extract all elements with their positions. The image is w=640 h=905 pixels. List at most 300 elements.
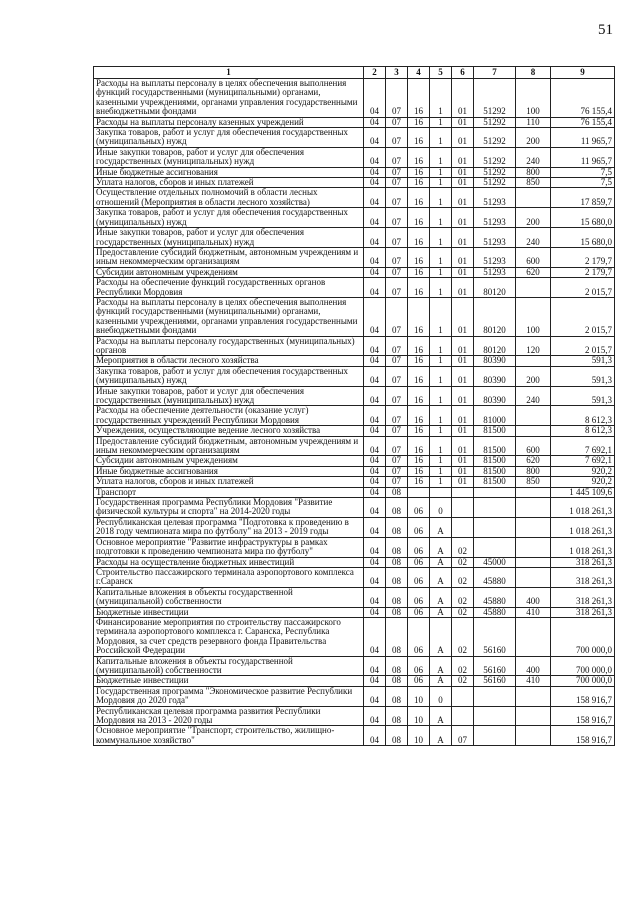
direction-code: 56160 <box>474 676 516 686</box>
subsection-code: 08 <box>386 587 408 607</box>
row-description: Основное мероприятие "Развитие инфраструктуры в рамках подготовки к проведению чемпионата мира по футболу" <box>94 537 364 557</box>
expense-type-code: 850 <box>516 477 551 487</box>
row-description: Иные закупки товаров, работ и услуг для обеспечения государственных (муниципальных) нужд <box>94 228 364 248</box>
subprogram-code: 1 <box>430 426 452 436</box>
amount: 8 612,3 <box>551 406 615 426</box>
section-code: 04 <box>364 297 386 336</box>
amount: 318 261,3 <box>551 567 615 587</box>
table-row <box>94 686 615 706</box>
expense-type-code: 200 <box>516 208 551 228</box>
event-code <box>452 686 474 706</box>
amount: 8 612,3 <box>551 426 615 436</box>
table-row <box>94 228 615 248</box>
amount: 7 692,1 <box>551 436 615 456</box>
event-code: 01 <box>452 147 474 167</box>
expense-type-code <box>516 537 551 557</box>
event-code: 01 <box>452 466 474 476</box>
subsection-code: 08 <box>386 487 408 497</box>
amount: 11 965,7 <box>551 147 615 167</box>
subprogram-code: 1 <box>430 167 452 177</box>
column-header: 2 <box>364 67 386 79</box>
program-code: 16 <box>408 386 430 406</box>
amount: 1 018 261,3 <box>551 498 615 518</box>
section-code: 04 <box>364 456 386 466</box>
event-code: 01 <box>452 477 474 487</box>
direction-code: 51293 <box>474 208 516 228</box>
subsection-code: 07 <box>386 167 408 177</box>
section-code: 04 <box>364 686 386 706</box>
direction-code: 80120 <box>474 336 516 356</box>
direction-code: 80390 <box>474 356 516 366</box>
direction-code: 51292 <box>474 147 516 167</box>
program-code: 16 <box>408 426 430 436</box>
event-code: 01 <box>452 366 474 386</box>
program-code: 16 <box>408 117 430 127</box>
table-row <box>94 208 615 228</box>
section-code: 04 <box>364 228 386 248</box>
expense-type-code <box>516 567 551 587</box>
subprogram-code: 1 <box>430 466 452 476</box>
event-code: 01 <box>452 167 474 177</box>
section-code: 04 <box>364 336 386 356</box>
subsection-code: 07 <box>386 406 408 426</box>
program-code: 16 <box>408 128 430 148</box>
amount: 920,2 <box>551 477 615 487</box>
event-code <box>452 517 474 537</box>
table-row <box>94 297 615 336</box>
row-description: Капитальные вложения в объекты государственной (муниципальной) собственности <box>94 656 364 676</box>
event-code <box>452 498 474 518</box>
subprogram-code: А <box>430 676 452 686</box>
program-code: 06 <box>408 498 430 518</box>
direction-code: 45880 <box>474 607 516 617</box>
subsection-code: 07 <box>386 297 408 336</box>
subsection-code: 08 <box>386 617 408 656</box>
direction-code <box>474 537 516 557</box>
section-code: 04 <box>364 726 386 746</box>
program-code: 16 <box>408 278 430 298</box>
direction-code: 80390 <box>474 366 516 386</box>
table-row <box>94 436 615 456</box>
expense-type-code: 600 <box>516 247 551 267</box>
expense-type-code <box>516 426 551 436</box>
table-row <box>94 587 615 607</box>
subprogram-code: 1 <box>430 208 452 228</box>
amount: 591,3 <box>551 366 615 386</box>
amount: 591,3 <box>551 356 615 366</box>
expense-type-code: 620 <box>516 456 551 466</box>
row-description: Мероприятия в области лесного хозяйства <box>94 356 364 366</box>
amount: 2 015,7 <box>551 297 615 336</box>
table-row <box>94 706 615 726</box>
direction-code: 81500 <box>474 477 516 487</box>
program-code: 06 <box>408 656 430 676</box>
program-code: 16 <box>408 366 430 386</box>
subsection-code: 07 <box>386 267 408 277</box>
amount: 15 680,0 <box>551 228 615 248</box>
section-code: 04 <box>364 278 386 298</box>
section-code: 04 <box>364 676 386 686</box>
section-code: 04 <box>364 208 386 228</box>
subprogram-code: 1 <box>430 117 452 127</box>
expense-type-code <box>516 188 551 208</box>
table-row <box>94 557 615 567</box>
amount: 7,5 <box>551 167 615 177</box>
subsection-code: 07 <box>386 436 408 456</box>
table-row <box>94 386 615 406</box>
row-description: Закупка товаров, работ и услуг для обеспечения государственных (муниципальных) нужд <box>94 366 364 386</box>
section-code: 04 <box>364 147 386 167</box>
table-row <box>94 456 615 466</box>
section-code: 04 <box>364 706 386 726</box>
subprogram-code: А <box>430 537 452 557</box>
table-row <box>94 366 615 386</box>
table-row <box>94 676 615 686</box>
amount: 15 680,0 <box>551 208 615 228</box>
table-row <box>94 607 615 617</box>
table-header-row <box>94 67 615 79</box>
subprogram-code <box>430 487 452 497</box>
section-code: 04 <box>364 656 386 676</box>
event-code: 02 <box>452 557 474 567</box>
table-row <box>94 617 615 656</box>
direction-code <box>474 517 516 537</box>
amount: 2 179,7 <box>551 247 615 267</box>
event-code <box>452 487 474 497</box>
expense-type-code <box>516 686 551 706</box>
table-row <box>94 267 615 277</box>
expense-type-code <box>516 356 551 366</box>
amount: 2 015,7 <box>551 336 615 356</box>
expense-type-code <box>516 517 551 537</box>
direction-code: 81000 <box>474 406 516 426</box>
subprogram-code: 1 <box>430 406 452 426</box>
subsection-code: 08 <box>386 706 408 726</box>
amount: 76 155,4 <box>551 79 615 118</box>
table-row <box>94 477 615 487</box>
amount: 700 000,0 <box>551 676 615 686</box>
table-row <box>94 79 615 118</box>
direction-code: 45000 <box>474 557 516 567</box>
table-row <box>94 517 615 537</box>
subsection-code: 07 <box>386 477 408 487</box>
row-description: Расходы на выплаты персоналу в целях обеспечения выполнения функций государственными (муниципальными) органами, казенными учреждениями, органами управления государственными внебюджетными фондами <box>94 79 364 118</box>
program-code: 06 <box>408 517 430 537</box>
amount: 17 859,7 <box>551 188 615 208</box>
event-code: 01 <box>452 297 474 336</box>
amount: 920,2 <box>551 466 615 476</box>
row-description: Субсидии автономным учреждениям <box>94 456 364 466</box>
subprogram-code: А <box>430 726 452 746</box>
expense-type-code <box>516 706 551 726</box>
expense-type-code: 850 <box>516 178 551 188</box>
program-code: 16 <box>408 147 430 167</box>
row-description: Иные бюджетные ассигнования <box>94 167 364 177</box>
table-row <box>94 567 615 587</box>
expense-type-code: 600 <box>516 436 551 456</box>
section-code: 04 <box>364 557 386 567</box>
program-code: 16 <box>408 167 430 177</box>
program-code: 06 <box>408 676 430 686</box>
program-code: 16 <box>408 188 430 208</box>
event-code: 02 <box>452 607 474 617</box>
subsection-code: 08 <box>386 676 408 686</box>
expense-type-code: 240 <box>516 147 551 167</box>
direction-code: 45880 <box>474 567 516 587</box>
row-description: Государственная программа "Экономическое развитие Республики Мордовия до 2020 года" <box>94 686 364 706</box>
program-code: 06 <box>408 617 430 656</box>
event-code: 01 <box>452 406 474 426</box>
direction-code <box>474 498 516 518</box>
section-code: 04 <box>364 587 386 607</box>
direction-code: 80390 <box>474 386 516 406</box>
program-code: 06 <box>408 607 430 617</box>
table-row <box>94 498 615 518</box>
row-description: Расходы на обеспечение деятельности (оказание услуг) государственных учреждений Республики Мордовия <box>94 406 364 426</box>
event-code: 01 <box>452 456 474 466</box>
expense-type-code: 200 <box>516 366 551 386</box>
event-code: 07 <box>452 726 474 746</box>
program-code: 16 <box>408 208 430 228</box>
table-row <box>94 356 615 366</box>
direction-code: 51292 <box>474 178 516 188</box>
program-code: 10 <box>408 706 430 726</box>
row-description: Иные закупки товаров, работ и услуг для обеспечения государственных (муниципальных) нужд <box>94 386 364 406</box>
program-code: 16 <box>408 456 430 466</box>
section-code: 04 <box>364 607 386 617</box>
row-description: Государственная программа Республики Мордовия "Развитие физической культуры и спорта" на 2014-2020 годы <box>94 498 364 518</box>
direction-code: 51293 <box>474 247 516 267</box>
program-code: 06 <box>408 567 430 587</box>
direction-code: 51292 <box>474 117 516 127</box>
row-description: Финансирование мероприятия по строительству пассажирского терминала аэропортового комплекса г. Саранска, Республика Мордовия, за счет средств резервного фонда Правительства Российской Федерации <box>94 617 364 656</box>
column-header: 8 <box>516 67 551 79</box>
table-row <box>94 406 615 426</box>
subprogram-code: 1 <box>430 178 452 188</box>
row-description: Предоставление субсидий бюджетным, автономным учреждениям и иным некоммерческим организациям <box>94 436 364 456</box>
row-description: Расходы на выплаты персоналу государственных (муниципальных) органов <box>94 336 364 356</box>
direction-code <box>474 686 516 706</box>
direction-code: 51292 <box>474 167 516 177</box>
event-code: 02 <box>452 587 474 607</box>
expense-type-code <box>516 406 551 426</box>
table-row <box>94 167 615 177</box>
subsection-code: 07 <box>386 128 408 148</box>
direction-code: 81500 <box>474 456 516 466</box>
program-code: 16 <box>408 297 430 336</box>
row-description: Субсидии автономным учреждениям <box>94 267 364 277</box>
expense-type-code <box>516 498 551 518</box>
table-row <box>94 147 615 167</box>
event-code: 01 <box>452 278 474 298</box>
expense-type-code: 100 <box>516 297 551 336</box>
expense-type-code: 240 <box>516 228 551 248</box>
column-header: 3 <box>386 67 408 79</box>
section-code: 04 <box>364 366 386 386</box>
table-row <box>94 487 615 497</box>
event-code: 02 <box>452 656 474 676</box>
expense-type-code: 200 <box>516 128 551 148</box>
expense-type-code <box>516 617 551 656</box>
event-code <box>452 706 474 726</box>
subprogram-code: А <box>430 607 452 617</box>
subsection-code: 07 <box>386 247 408 267</box>
subsection-code: 08 <box>386 686 408 706</box>
event-code: 01 <box>452 117 474 127</box>
table-row <box>94 188 615 208</box>
amount: 700 000,0 <box>551 656 615 676</box>
subsection-code: 07 <box>386 426 408 436</box>
program-code: 16 <box>408 356 430 366</box>
amount: 158 916,7 <box>551 686 615 706</box>
direction-code: 51293 <box>474 228 516 248</box>
subsection-code: 08 <box>386 557 408 567</box>
amount: 700 000,0 <box>551 617 615 656</box>
subsection-code: 08 <box>386 498 408 518</box>
row-description: Расходы на выплаты персоналу в целях обеспечения выполнения функций государственными (муниципальными) органами, казенными учреждениями, органами управления государственными внебюджетными фондами <box>94 297 364 336</box>
section-code: 04 <box>364 617 386 656</box>
row-description: Иные бюджетные ассигнования <box>94 466 364 476</box>
event-code: 01 <box>452 208 474 228</box>
subsection-code: 08 <box>386 607 408 617</box>
event-code: 01 <box>452 79 474 118</box>
subsection-code: 07 <box>386 356 408 366</box>
table-row <box>94 466 615 476</box>
row-description: Республиканская целевая программа "Подготовка к проведению в 2018 году чемпионата мира по футболу" на 2013 - 2019 годы <box>94 517 364 537</box>
table-row <box>94 426 615 436</box>
row-description: Предоставление субсидий бюджетным, автономным учреждениям и иным некоммерческим организациям <box>94 247 364 267</box>
column-header: 7 <box>474 67 516 79</box>
event-code: 01 <box>452 128 474 148</box>
event-code: 01 <box>452 247 474 267</box>
row-description: Транспорт <box>94 487 364 497</box>
subsection-code: 07 <box>386 228 408 248</box>
direction-code: 45880 <box>474 587 516 607</box>
table-row <box>94 117 615 127</box>
amount: 7 692,1 <box>551 456 615 466</box>
section-code: 04 <box>364 117 386 127</box>
direction-code <box>474 706 516 726</box>
subsection-code: 07 <box>386 386 408 406</box>
subprogram-code: 1 <box>430 386 452 406</box>
subprogram-code: А <box>430 557 452 567</box>
event-code: 01 <box>452 426 474 436</box>
amount: 591,3 <box>551 386 615 406</box>
direction-code <box>474 487 516 497</box>
table-row <box>94 726 615 746</box>
row-description: Расходы на осуществление бюджетных инвестиций <box>94 557 364 567</box>
program-code: 16 <box>408 247 430 267</box>
program-code: 16 <box>408 477 430 487</box>
section-code: 04 <box>364 178 386 188</box>
amount: 318 261,3 <box>551 587 615 607</box>
row-description: Иные закупки товаров, работ и услуг для обеспечения государственных (муниципальных) нужд <box>94 147 364 167</box>
subsection-code: 07 <box>386 117 408 127</box>
subprogram-code: А <box>430 587 452 607</box>
event-code: 02 <box>452 537 474 557</box>
program-code: 16 <box>408 436 430 456</box>
subprogram-code: 1 <box>430 278 452 298</box>
subprogram-code: 1 <box>430 247 452 267</box>
event-code: 01 <box>452 436 474 456</box>
table-row <box>94 247 615 267</box>
subprogram-code: 0 <box>430 686 452 706</box>
section-code: 04 <box>364 247 386 267</box>
amount: 318 261,3 <box>551 607 615 617</box>
table-row <box>94 128 615 148</box>
subsection-code: 07 <box>386 336 408 356</box>
expense-type-code: 110 <box>516 117 551 127</box>
direction-code: 81500 <box>474 436 516 456</box>
direction-code: 81500 <box>474 466 516 476</box>
amount: 1 018 261,3 <box>551 537 615 557</box>
direction-code: 80120 <box>474 297 516 336</box>
subsection-code: 08 <box>386 537 408 557</box>
row-description: Капитальные вложения в объекты государственной (муниципальной) собственности <box>94 587 364 607</box>
amount: 318 261,3 <box>551 557 615 567</box>
subprogram-code: 0 <box>430 498 452 518</box>
subsection-code: 07 <box>386 178 408 188</box>
section-code: 04 <box>364 436 386 456</box>
subprogram-code: 1 <box>430 228 452 248</box>
event-code: 02 <box>452 617 474 656</box>
row-description: Бюджетные инвестиции <box>94 607 364 617</box>
program-code: 16 <box>408 228 430 248</box>
row-description: Строительство пассажирского терминала аэропортового комплекса г.Саранск <box>94 567 364 587</box>
row-description: Учреждения, осуществляющие ведение лесного хозяйства <box>94 426 364 436</box>
program-code: 06 <box>408 587 430 607</box>
expense-type-code: 800 <box>516 466 551 476</box>
section-code: 04 <box>364 188 386 208</box>
subprogram-code: 1 <box>430 456 452 466</box>
subprogram-code: А <box>430 517 452 537</box>
event-code: 01 <box>452 228 474 248</box>
expense-type-code <box>516 557 551 567</box>
table-row <box>94 336 615 356</box>
program-code: 10 <box>408 686 430 706</box>
amount: 7,5 <box>551 178 615 188</box>
program-code: 16 <box>408 178 430 188</box>
subsection-code: 07 <box>386 456 408 466</box>
subprogram-code: 1 <box>430 79 452 118</box>
subsection-code: 08 <box>386 567 408 587</box>
subprogram-code: А <box>430 567 452 587</box>
subsection-code: 08 <box>386 656 408 676</box>
amount: 158 916,7 <box>551 726 615 746</box>
direction-code: 56160 <box>474 656 516 676</box>
expense-type-code: 410 <box>516 676 551 686</box>
row-description: Расходы на обеспечение функций государственных органов Республики Мордовия <box>94 278 364 298</box>
section-code: 04 <box>364 498 386 518</box>
column-header: 4 <box>408 67 430 79</box>
program-code: 10 <box>408 726 430 746</box>
event-code: 02 <box>452 676 474 686</box>
section-code: 04 <box>364 128 386 148</box>
amount: 2 179,7 <box>551 267 615 277</box>
subprogram-code: 1 <box>430 188 452 208</box>
subprogram-code: А <box>430 706 452 726</box>
section-code: 04 <box>364 406 386 426</box>
section-code: 04 <box>364 167 386 177</box>
section-code: 04 <box>364 267 386 277</box>
program-code: 16 <box>408 466 430 476</box>
expense-type-code <box>516 278 551 298</box>
direction-code: 51293 <box>474 267 516 277</box>
section-code: 04 <box>364 466 386 476</box>
row-description: Расходы на выплаты персоналу казенных учреждений <box>94 117 364 127</box>
program-code: 16 <box>408 267 430 277</box>
program-code: 06 <box>408 537 430 557</box>
